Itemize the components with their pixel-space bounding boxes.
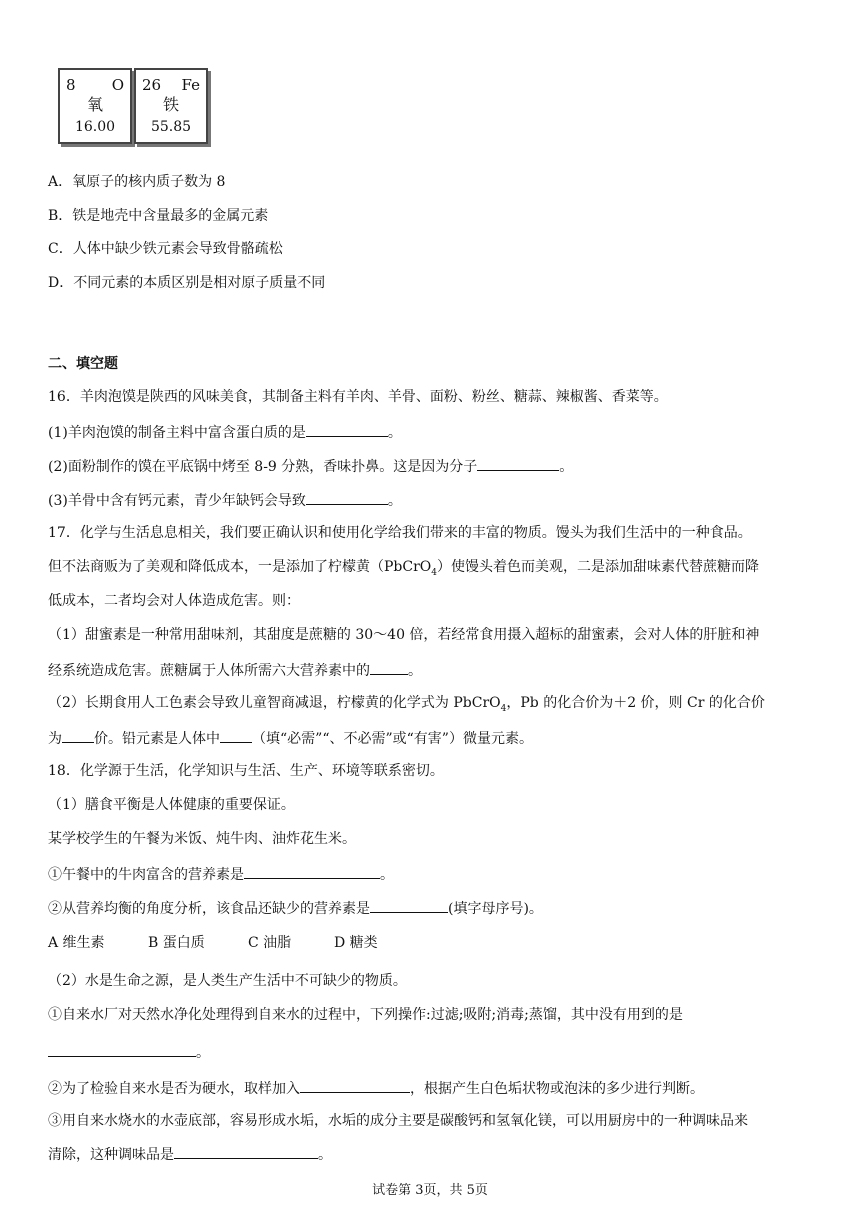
atomic-number: 8 bbox=[66, 76, 76, 94]
answer-blank[interactable] bbox=[300, 1077, 410, 1093]
answer-blank[interactable] bbox=[62, 727, 94, 743]
q15-option-a: A．氧原子的核内质子数为 8 bbox=[48, 174, 226, 190]
q18-line-7: ①自来水厂对天然水净化处理得到自来水的过程中，下列操作:过滤;吸附;消毒;蒸馏，其中没有用到的是 bbox=[48, 1007, 683, 1023]
q16-part3: (3)羊骨中含有钙元素，青少年缺钙会导致 。 bbox=[48, 489, 818, 511]
oxygen-element-card bbox=[58, 68, 132, 144]
q15-option-d: D．不同元素的本质区别是相对原子质量不同 bbox=[48, 275, 326, 291]
q16-stem: 16．羊肉泡馍是陕西的风味美食，其制备主料有羊肉、羊骨、面粉、粉丝、糖蒜、辣椒酱、香菜等。 bbox=[48, 389, 668, 405]
q17-line-3: 低成本，二者均会对人体造成危害。则： bbox=[48, 593, 300, 609]
atomic-mass: 55.85 bbox=[150, 119, 192, 135]
q18-options bbox=[48, 933, 818, 953]
page-footer: 试卷第 3页，共 5页 bbox=[372, 1183, 488, 1198]
element-symbol: O bbox=[111, 76, 124, 94]
answer-blank[interactable] bbox=[370, 897, 448, 913]
q18-line-8: 。 bbox=[48, 1041, 818, 1063]
q18-line-4: ①午餐中的牛肉富含的营养素是 。 bbox=[48, 863, 818, 885]
option-d: D 糖类 bbox=[334, 935, 378, 951]
iron-element-card bbox=[134, 68, 208, 144]
answer-blank[interactable] bbox=[244, 863, 380, 879]
element-name: 氧 bbox=[86, 95, 103, 114]
element-symbol: Fe bbox=[181, 76, 200, 94]
answer-blank[interactable] bbox=[306, 421, 388, 437]
q18-line-6: （2）水是生命之源，是人类生产生活中不可缺少的物质。 bbox=[48, 973, 407, 989]
q18-line-10: ③用自来水烧水的水壶底部，容易形成水垢，水垢的成分主要是碳酸钙和氢氧化镁，可以用厨房中的一种调味品来 bbox=[48, 1113, 748, 1129]
atomic-mass: 16.00 bbox=[74, 119, 116, 135]
q15-option-b: B．铁是地壳中含量最多的金属元素 bbox=[48, 208, 269, 224]
answer-blank[interactable] bbox=[477, 455, 559, 471]
option-c: C 油脂 bbox=[248, 935, 292, 951]
answer-blank[interactable] bbox=[174, 1143, 318, 1159]
answer-blank[interactable] bbox=[220, 727, 252, 743]
answer-blank[interactable] bbox=[48, 1041, 196, 1057]
answer-blank[interactable] bbox=[370, 659, 408, 675]
q17-line-2: 但不法商贩为了美观和降低成本，一是添加了柠檬黄（PbCrO$_4$）使馒头着色而美观，二是添加甜味素代替蔗糖而降 bbox=[48, 559, 759, 578]
section-title: 二、填空题 bbox=[48, 356, 118, 372]
q18-line-2: （1）膳食平衡是人体健康的重要保证。 bbox=[48, 797, 295, 813]
q17-line-5: 经系统造成危害。蔗糖属于人体所需六大营养素中的 。 bbox=[48, 659, 818, 681]
element-name: 铁 bbox=[162, 95, 179, 114]
answer-blank[interactable] bbox=[306, 489, 388, 505]
q18-line-1: 18．化学源于生活，化学知识与生活、生产、环境等联系密切。 bbox=[48, 763, 444, 779]
q16-part1: (1)羊肉泡馍的制备主料中富含蛋白质的是 。 bbox=[48, 421, 818, 443]
q18-line-11: 清除，这种调味品是 。 bbox=[48, 1143, 818, 1165]
q17-line-6: （2）长期食用人工色素会导致儿童智商减退，柠檬黄的化学式为 PbCrO$_4$，Pb 的化合价为＋2 价，则 Cr 的化合价 bbox=[48, 695, 765, 714]
q18-line-9: ②为了检验自来水是否为硬水，取样加入 ，根据产生白色垢状物或泡沫的多少进行判断。 bbox=[48, 1077, 818, 1099]
q16-part2: (2)面粉制作的馍在平底锅中烤至 8-9 分熟，香味扑鼻。这是因为分子 。 bbox=[48, 455, 818, 477]
q18-line-3: 某学校学生的午餐为米饭、炖牛肉、油炸花生米。 bbox=[48, 831, 356, 847]
option-b: B 蛋白质 bbox=[148, 935, 205, 951]
q18-line-5: ②从营养均衡的角度分析，该食品还缺少的营养素是 (填字母序号)。 bbox=[48, 897, 818, 919]
q15-option-c: C．人体中缺少铁元素会导致骨骼疏松 bbox=[48, 241, 283, 257]
q17-line-7: 为 价。铅元素是人体中 （填“必需”“、不必需”或“有害”）微量元素。 bbox=[48, 727, 818, 749]
q17-line-4: （1）甜蜜素是一种常用甜味剂，其甜度是蔗糖的 30～40 倍，若经常食用摄入超标的甜蜜素，会对人体的肝脏和神 bbox=[48, 627, 760, 643]
atomic-number: 26 bbox=[142, 76, 162, 94]
q17-line-1: 17．化学与生活息息相关，我们要正确认识和使用化学给我们带来的丰富的物质。馒头为我们生活中的一种食品。 bbox=[48, 525, 752, 541]
option-a: A 维生素 bbox=[48, 935, 105, 951]
